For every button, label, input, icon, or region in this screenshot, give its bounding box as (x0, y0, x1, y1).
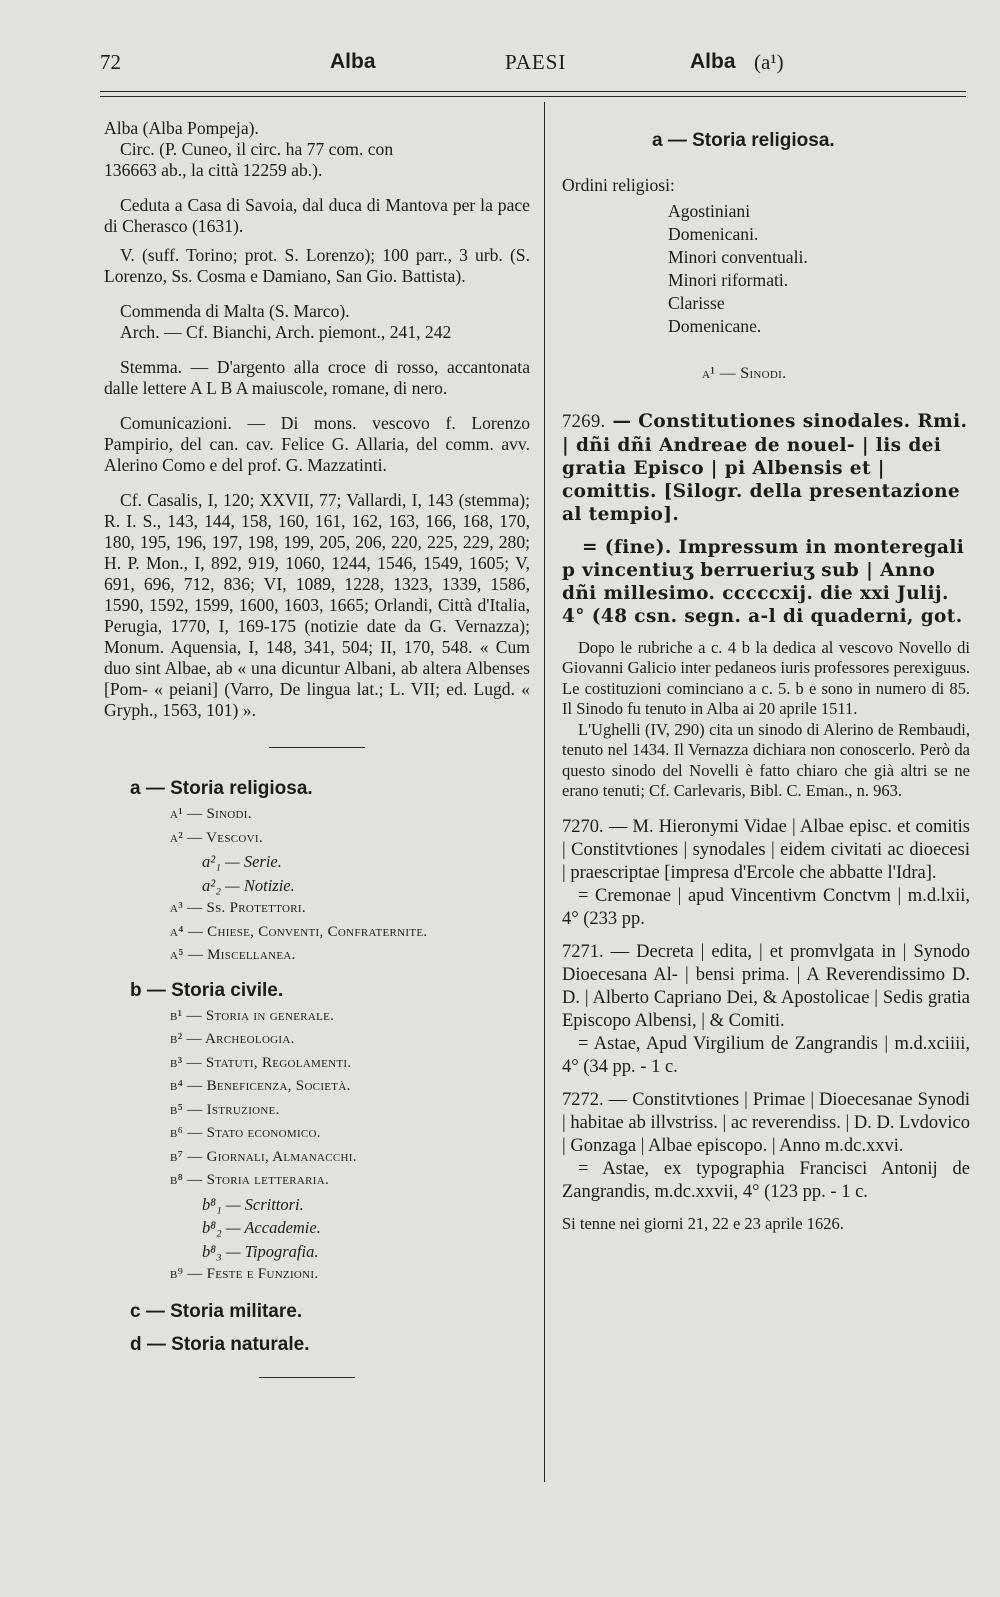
header-rule-top (100, 91, 966, 92)
entry-number: 7270. (562, 816, 604, 837)
header-center-title: PAESI (505, 50, 567, 74)
paragraph-bibliography: Cf. Casalis, I, 120; XXVII, 77; Vallardi, I, 143 (stemma); R. I. S., 143, 144, 158, 160, 161, 162, 163, 166, 168, 170, 180, 195, 196, 197, 198, 199, 205, 206, 220, 225, 229, 280; H. P. Mon., I, 892, 919, 1060, 1244, 1546, 1549, 1605; V, 691, 696, 712, 836; VI, 1089, 1228, 1323, 1339, 1586, 1590, 1592, 1599, 1600, 1603, 1665; Orlandi, Città d'Italia, Perugia, 1770, I, 169-175 (notizie date da G. Vernazza); Monum. Aquensia, I, 148, 341, 504; II, 170, 548. « Cum duo sint Albae, ab « una dicuntur Albani, ab altera Albenses [Pom- « peiani] (Varro, De lingua lat.; L. VII; ed. Lugd. « Gryph., 1563, 101) ». (104, 490, 530, 720)
index-item: b⁹ — Feste e Funzioni. (170, 1266, 319, 1282)
ordini-list (562, 200, 970, 338)
index-item: b⁴ — Beneficenza, Società. (170, 1078, 351, 1094)
ordini-item: Minori conventuali. (668, 247, 808, 267)
page-number: 72 (100, 50, 121, 74)
index-item: a³ — Ss. Protettori. (170, 900, 306, 916)
index-item: b² — Archeologia. (170, 1031, 295, 1047)
section-heading: b — Storia civile. (130, 979, 284, 1001)
index-item: b¹ — Storia in generale. (170, 1007, 335, 1024)
section-heading: a — Storia religiosa. (652, 130, 835, 151)
index-item: a¹ — Sinodi. (170, 806, 252, 822)
header-right-title: Alba (690, 50, 736, 73)
index-item: b⁷ — Giornali, Almanacchi. (170, 1148, 357, 1165)
entry-title-gothic (562, 410, 970, 526)
paragraph-comunicazioni: Comunicazioni. — Di mons. vescovo f. Lorenzo Pampirio, del can. cav. Felice G. Allaria, del comm. avv. Alerino Como e del prof. G. Mazzatinti. (104, 413, 530, 475)
entry-title: — Constitvtiones | Primae | Dioecesanae Synodi | habitae ab illvstriss. | ac reverendiss. | D. D. Lvdovico | Gonzaga | Albae episcopo. | Anno m.dc.xxvi. (562, 1089, 971, 1156)
index-item: b⁸₃ — Tipografia. (202, 1241, 319, 1261)
entry-impressum: = Astae, ex typographia Francisci Antonij de Zangrandis, m.dc.xxvii, 4° (123 pp. - 1 c. (562, 1158, 970, 1202)
index-item: b⁸₁ — Scrittori. (202, 1194, 304, 1214)
index-item: a²₁ — Serie. (202, 852, 282, 871)
header-left-title: Alba (330, 50, 376, 73)
entry-number: 7272. (562, 1089, 604, 1110)
section-heading: d — Storia naturale. (130, 1333, 310, 1355)
section-heading: a — Storia religiosa. (130, 778, 313, 799)
index-item: b⁸ — Storia letteraria. (170, 1172, 330, 1188)
catalog-entry-7272 (562, 1089, 970, 1235)
index-item: a⁵ — Miscellanea. (170, 947, 296, 963)
section-divider-rule (269, 747, 365, 748)
catalog-entry-7269 (562, 410, 970, 802)
ordini-item: Domenicane. (668, 316, 762, 336)
paragraph-commenda: Commenda di Malta (S. Marco). (120, 301, 350, 321)
catalog-entry-7270 (562, 816, 970, 931)
entry-note: Si tenne nei giorni 21, 22 e 23 aprile 1626. (562, 1213, 844, 1233)
ordini-item: Agostiniani (668, 201, 751, 221)
index-item: a² — Vescovi. (170, 829, 263, 846)
entry-impressum: = (fine). Impressum in monteregali p vincentiuʒ berrueriuʒ sub | Anno dñi millesimo. cccccxij. die xxi Julij. 4° (48 csn. segn. a-l di quaderni, got. (562, 536, 965, 627)
entry-line: 136663 ab., la città 12259 ab.). (104, 160, 323, 180)
subsection-heading: a¹ — Sinodi. (702, 365, 787, 382)
end-rule (259, 1377, 355, 1378)
header-right-suffix: (a¹) (754, 50, 784, 74)
ordini-item: Domenicani. (668, 224, 759, 244)
left-column (104, 118, 530, 1378)
entry-number: 7269. (562, 411, 606, 432)
entry-title: — M. Hieronymi Vidae | Albae episc. et comitis | Constitvtiones | synodales | eidem civitati ac dioecesi | praescriptae [impresa d'Ercole che abbatte l'Idra]. (562, 816, 970, 883)
entry-title: Alba (Alba Pompeja). (104, 118, 259, 138)
index-item: b⁵ — Istruzione. (170, 1101, 280, 1118)
entry-impressum: = Astae, Apud Virgilium de Zangrandis | m.d.xciiii, 4° (34 pp. - 1 c. (562, 1033, 970, 1077)
ordini-label: Ordini religiosi: (562, 175, 675, 195)
entry-impressum: = Cremonae | apud Vincentivm Conctvm | m.d.lxii, 4° (233 pp. (562, 885, 970, 929)
entry-note: L'Ughelli (IV, 290) cita un sinodo di Alerino de Rembaudi, tenuto nel 1434. Il Vernazza dichiara non conoscerlo. Però da questo sinodo del Novelli è fatto chiaro che già altri se ne erano tenuti; Cf. Carlevaris, Bibl. C. Eman., n. 963. (562, 719, 970, 800)
ordini-item: Minori riformati. (668, 270, 789, 290)
entry-title: — Decreta | edita, | et promvlgata in | Synodo Dioecesana Al- | bensi prima. | A Reverendissimo D. D. | Alberto Capriano Dei, & Apostolicae | Sedis gratia Episcopo Albensi, | & Comiti. (562, 941, 970, 1031)
index-section-b (104, 980, 530, 1287)
section-heading: c — Storia militare. (130, 1300, 303, 1322)
catalog-entry-7271 (562, 941, 970, 1079)
paragraph-ceduta: Ceduta a Casa di Savoia, dal duca di Mantova per la pace di Cherasco (1631). (104, 195, 530, 236)
paragraph-arch: Arch. — Cf. Bianchi, Arch. piemont., 241, 242 (120, 322, 452, 342)
ordini-item: Clarisse (668, 293, 725, 313)
index-section-a (104, 778, 530, 968)
entry-number: 7271. (562, 941, 604, 962)
entry-note: Dopo le rubriche a c. 4 b la dedica al vescovo Novello di Giovanni Galicio inter pedaneos iuris professores perexiguus. Le costituzioni cominciano a c. 5. b e sono in numero di 85. Il Sinodo fu tenuto in Alba ai 20 aprile 1511. (562, 637, 970, 718)
paragraph-v: V. (suff. Torino; prot. S. Lorenzo); 100 parr., 3 urb. (S. Lorenzo, Ss. Cosma e Damiano, San Gio. Battista). (104, 245, 530, 286)
index-item: b⁶ — Stato economico. (170, 1125, 321, 1141)
index-item: b³ — Statuti, Regolamenti. (170, 1054, 352, 1071)
index-item: a⁴ — Chiese, Conventi, Confraternite. (170, 923, 428, 940)
index-item: a²₂ — Notizie. (202, 875, 295, 895)
paragraph-stemma: Stemma. — D'argento alla croce di rosso, accantonata dalle lettere A L B A maiuscole, romane, di nero. (104, 357, 530, 398)
right-column (562, 130, 970, 1234)
header-rule-bottom (100, 96, 966, 97)
entry-line: Circ. (P. Cuneo, il circ. ha 77 com. con (120, 139, 394, 159)
index-item: b⁸₂ — Accademie. (202, 1218, 321, 1237)
running-header (0, 50, 1000, 84)
entry-title: — Constitutiones sinodales. Rmi. | dñi dñi Andreae de nouel- | lis dei gratia Episco | pi Albensis et | comittis. [Silogr. della presentazione al tempio]. (562, 410, 968, 525)
column-divider (544, 102, 545, 1482)
